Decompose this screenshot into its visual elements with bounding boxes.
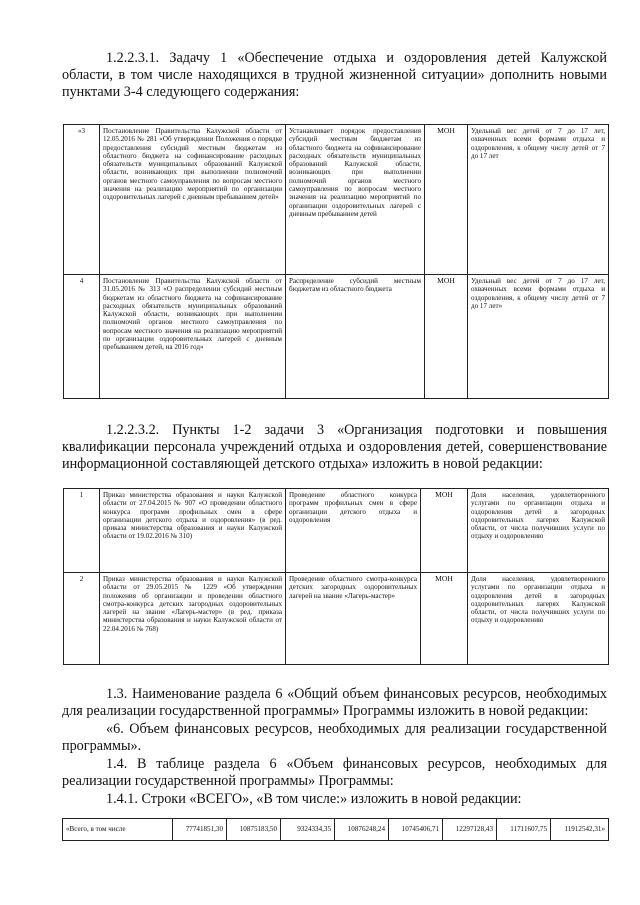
row-number: «3 [64,125,100,275]
act-content: Проведение областного смотра-конкурса детских загородных оздоровительных лагерей на звание «Лагерь-мастер» [286,573,421,665]
year-value: 11711607,75 [497,819,551,841]
year-value: 11912542,31» [551,819,609,841]
legal-act: Приказ министерства образования и науки Калужской области от 27.04.2015 № 907 «О проведении областного конкурса программ профильных смен в сфере организации детского отдыха и оздоровления» (в ред. приказа министерства образования и науки Калужской области от 19.02.2016 № 310) [100,489,286,573]
year-value: 10876248,24 [335,819,389,841]
legal-act: Приказ министерства образования и науки Калужской области от 29.05.2015 № 1229 «Об утверждении положения об организации и проведении областного смотра-конкурса детских загородных оздоровительных лагерей на звание «Лагерь-мастер» (в ред. приказа министерства образования и науки Калужской области от 22.04.2016 № 768) [100,573,286,665]
row-number: 2 [64,573,100,665]
paragraph-1-2-2-3-1: 1.2.2.3.1. Задачу 1 «Обеспечение отдыха и оздоровления детей Калужской области, в том числе находящихся в трудной жизненной ситуации» дополнить новыми пунктами 3-4 следующего содержания: [62,50,607,100]
table-row [64,125,609,275]
legal-act: Постановление Правительства Калужской области от 12.05.2016 № 281 «Об утверждении Положения о порядке предоставления субсидий местным бюджетам из областного бюджета на софинансирование расходных обязательств муниципальных образований Калужской области, возникающих при выполнении полномочий органов местного самоуправления по вопросам местного значения на реализацию мероприятий по организации оздоровительных лагерей с дневным пребыванием детей» [100,125,286,275]
year-value: 10745406,71 [389,819,443,841]
table-row [63,819,609,841]
table-total-funding [62,818,609,841]
indicator: Удельный вес детей от 7 до 17 лет, охваченных всеми формами отдыха и оздоровления, к общему числу детей от 7 до 17 лет [468,125,609,275]
table-task-1-items [63,124,609,399]
paragraph-1-4: 1.4. В таблице раздела 6 «Объем финансовых ресурсов, необходимых для реализации государственной программы» Программы: [62,756,607,789]
indicator: Удельный вес детей от 7 до 17 лет, охваченных всеми формами отдыха и оздоровления, к общему числу детей от 7 до 17 лет» [468,275,609,399]
executor: МОН [421,573,468,665]
row-number: 4 [64,275,100,399]
paragraph-1-4-1: 1.4.1. Строки «ВСЕГО», «В том числе:» изложить в новой редакции: [106,791,522,807]
row-label: «Всего, в том числе [63,819,173,841]
row-number: 1 [64,489,100,573]
year-value: 9324334,35 [281,819,335,841]
executor: МОН [421,489,468,573]
table-row [64,573,609,665]
indicator: Доля населения, удовлетворенного услугами по организации отдыха и оздоровления детей в загородных оздоровительных лагерях Калужской области, от числа получивших услуги по отдыху и оздоровлению [468,489,609,573]
paragraph-1-3: 1.3. Наименование раздела 6 «Общий объем финансовых ресурсов, необходимых для реализации государственной программы» Программы изложить в новой редакции: [62,686,607,719]
total-value: 77741851,30 [173,819,227,841]
year-value: 12297128,43 [443,819,497,841]
table-task-3-items [63,488,609,665]
paragraph-section-6-title: «6. Объем финансовых ресурсов, необходимых для реализации государственной программы». [62,721,607,754]
executor: МОН [425,125,468,275]
act-content: Устанавливает порядок предоставления субсидий местным бюджетам из областного бюджета на софинансирование расходных обязательств муниципальных образований Калужской области, возникающих при выполнении полномочий органов местного самоуправления по вопросам местного значения на реализацию мероприятий по организации оздоровительных лагерей с дневным пребыванием детей [286,125,425,275]
table-row [64,489,609,573]
indicator: Доля населения, удовлетворенного услугами по организации отдыха и оздоровления детей в загородных оздоровительных лагерях Калужской области, от числа получивших услуги по отдыху и оздоровлению [468,573,609,665]
legal-act: Постановление Правительства Калужской области от 31.05.2016 № 313 «О распределении субсидий местным бюджетам из областного бюджета на софинансирование расходных обязательств муниципальных образований Калужской области, возникающих при выполнении полномочий органов местного самоуправления по вопросам местного значения на реализацию мероприятий по организации оздоровительных лагерей с дневным пребыванием детей, на 2016 год» [100,275,286,399]
paragraph-1-2-2-3-2: 1.2.2.3.2. Пункты 1-2 задачи 3 «Организация подготовки и повышения квалификации персонала учреждений отдыха и оздоровления детей, совершенствование информационной составляющей детского отдыха» изложить в новой редакции: [62,422,607,472]
year-value: 10875183,50 [227,819,281,841]
table-row [64,275,609,399]
executor: МОН [425,275,468,399]
act-content: Проведение областного конкурса программ профильных смен в сфере организации детского отдыха и оздоровления [286,489,421,573]
act-content: Распределение субсидий местным бюджетам из областного бюджета [286,275,425,399]
